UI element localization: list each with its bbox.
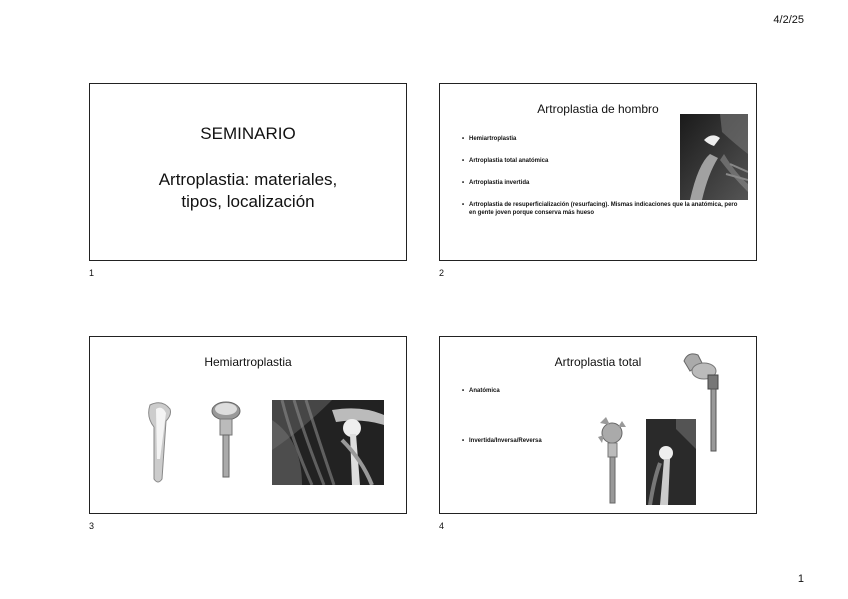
- slide-number: 1: [89, 268, 95, 278]
- page-number: 1: [797, 573, 804, 585]
- bullet-item: • Artroplastia total anatómica: [462, 157, 669, 165]
- humeral-head-prosthesis-image: [205, 399, 245, 479]
- slide-title: SEMINARIO: [200, 124, 296, 143]
- slide-thumbnail-4[interactable]: [439, 336, 757, 514]
- slide-subtitle: [90, 169, 406, 213]
- slide-number: 4: [439, 521, 445, 531]
- page-date: 4/2/25: [773, 14, 804, 26]
- subtitle-line: tipos, localización: [181, 192, 315, 211]
- slide-thumbnail-1[interactable]: [89, 83, 407, 261]
- slide-thumbnail-2[interactable]: [439, 83, 757, 261]
- shoulder-xray-image: [680, 114, 748, 200]
- slide-number: 3: [89, 521, 95, 531]
- slide-title: Artroplastia de hombro: [537, 102, 659, 116]
- humeral-stem-prosthesis-image: [142, 399, 178, 485]
- slide-title: Hemiartroplastia: [204, 355, 292, 369]
- anatomic-total-prosthesis-image: [680, 349, 720, 453]
- bullet-item: • Artroplastia de resuperficialización (resurfacing). Mismas indicaciones que la anatómica, pero en gente joven porque conserva más hueso: [462, 201, 742, 217]
- slide-thumbnail-3[interactable]: [89, 336, 407, 514]
- subtitle-line: Artroplastia: materiales,: [158, 170, 338, 189]
- bullet-item: • Invertida/Inversa/Reversa: [462, 437, 592, 445]
- slide-title: Artroplastia total: [554, 355, 642, 369]
- bullet-item: • Artroplastia invertida: [462, 179, 669, 187]
- hemiarthroplasty-xray-image: [272, 400, 384, 485]
- bullet-item: • Anatómica: [462, 387, 592, 395]
- bullet-item: • Hemiartroplastia: [462, 135, 669, 143]
- reverse-prosthesis-image: [596, 413, 632, 505]
- slide-number: 2: [439, 268, 445, 278]
- bullet-list: [462, 387, 592, 459]
